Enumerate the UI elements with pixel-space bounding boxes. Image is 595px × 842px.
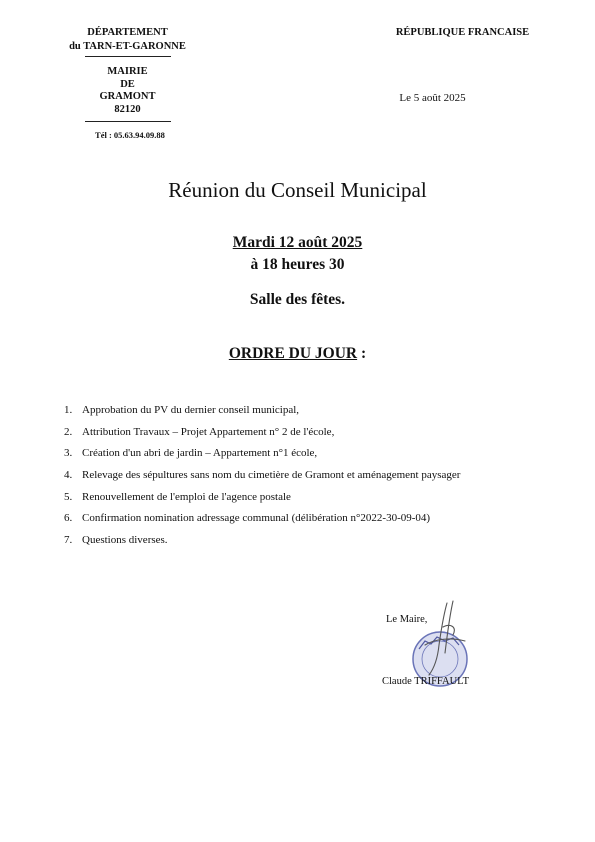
- agenda-item-number: 6.: [64, 512, 73, 525]
- divider: [85, 56, 171, 57]
- phone-number: Tél : 05.63.94.09.88: [95, 130, 165, 140]
- letter-date: Le 5 août 2025: [399, 92, 466, 104]
- agenda-item-number: 3.: [64, 447, 73, 460]
- mairie-label: MAIRIE: [107, 66, 148, 77]
- meeting-place: Salle des fêtes.: [249, 291, 346, 308]
- agenda-item-text: Relevage des sépultures sans nom du cimetière de Gramont et aménagement paysager: [82, 469, 461, 482]
- agenda-item-number: 2.: [64, 425, 73, 438]
- department-header: [40, 26, 215, 53]
- agenda-item-number: 4.: [64, 469, 73, 482]
- agenda-item-text: Renouvellement de l'emploi de l'agence postale: [82, 490, 291, 503]
- meeting-day: Mardi 12 août 2025: [232, 234, 363, 251]
- agenda-list: [56, 403, 460, 555]
- mairie-commune: GRAMONT: [99, 91, 156, 102]
- agenda-heading-text: ORDRE DU JOUR: [228, 345, 358, 362]
- page-title: Réunion du Conseil Municipal: [168, 178, 427, 202]
- agenda-item: [56, 511, 460, 533]
- agenda-item-text: Confirmation nomination adressage communal (délibération n°2022-30-09-04): [82, 512, 431, 525]
- agenda-heading-colon: :: [357, 345, 367, 362]
- mairie-block: [80, 66, 175, 116]
- agenda-item-text: Création d'un abri de jardin – Appartement n°1 école,: [82, 447, 318, 460]
- agenda-item: [56, 468, 460, 490]
- meeting-datetime: [0, 232, 595, 276]
- signature-name: Claude TRIFFAULT: [382, 676, 470, 687]
- agenda-item-number: 5.: [64, 490, 73, 503]
- agenda-heading: [0, 345, 595, 363]
- agenda-item: [56, 446, 460, 468]
- agenda-item: [56, 425, 460, 447]
- agenda-item-number: 7.: [64, 534, 73, 547]
- agenda-item-text: Questions diverses.: [82, 534, 168, 547]
- divider: [85, 121, 171, 122]
- signature-title: Le Maire,: [386, 614, 428, 625]
- agenda-item: [56, 403, 460, 425]
- mairie-de: DE: [120, 78, 135, 90]
- agenda-item: [56, 490, 460, 512]
- postcode: 82120: [114, 103, 141, 115]
- agenda-item-text: Attribution Travaux – Projet Appartement n° 2 de l'école,: [82, 425, 335, 438]
- department-label: DÉPARTEMENT: [87, 27, 168, 38]
- republic-header: RÉPUBLIQUE FRANCAISE: [395, 27, 530, 38]
- agenda-item-number: 1.: [64, 404, 73, 416]
- department-name: du TARN-ET-GARONNE: [69, 40, 186, 52]
- agenda-item-text: Approbation du PV du dernier conseil municipal,: [82, 404, 300, 416]
- agenda-item: [56, 533, 460, 555]
- meeting-time: à 18 heures 30: [250, 256, 345, 273]
